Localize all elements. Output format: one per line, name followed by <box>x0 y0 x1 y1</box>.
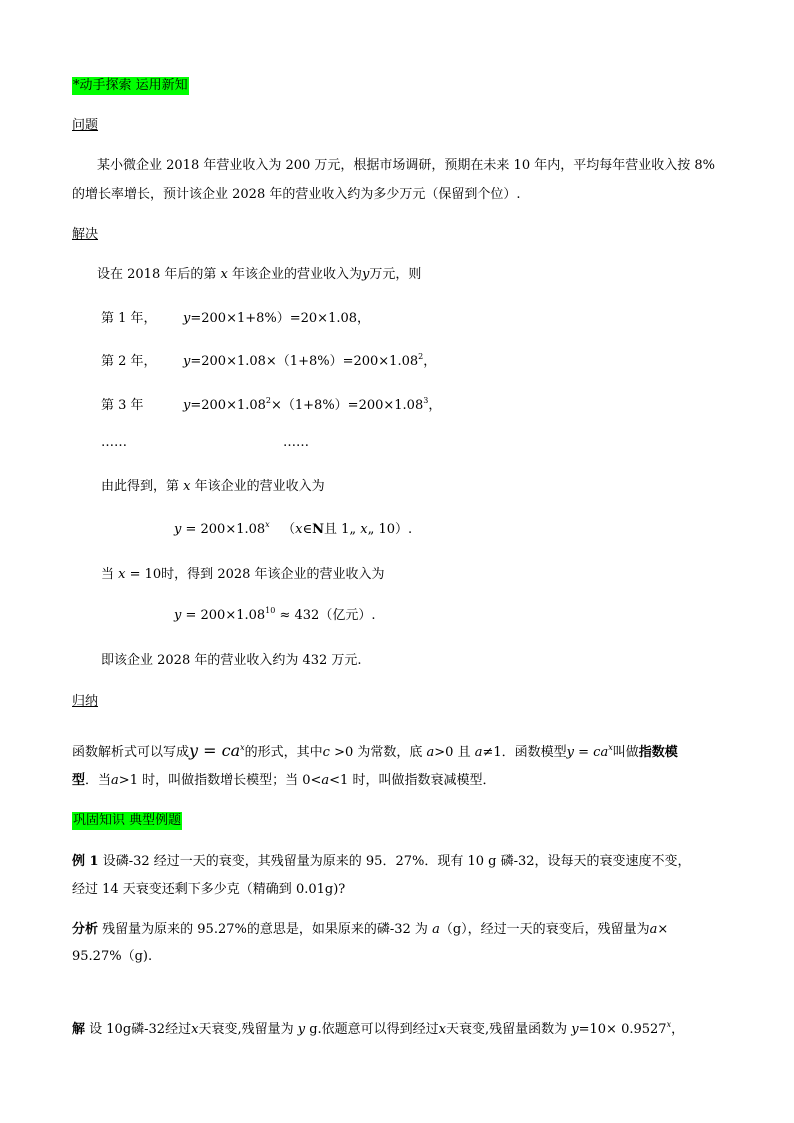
year-2-label: 第 2 年， <box>101 354 157 369</box>
formula-result: $y = 200\times 1.08^{10} \approx 432$（亿元）. <box>174 605 376 623</box>
analysis-line-1: 分析 残留量为原来的 95.27%的意思是，如果原来的磷-32 为 a（g），经过一天的衰变后，残留量为a× <box>72 922 669 937</box>
summary-heading: 归纳 <box>72 694 99 709</box>
ellipsis-left: …… <box>101 435 127 450</box>
section-title-explore: *动手探索 运用新知 <box>73 78 188 93</box>
example-1-line-2: 经过 14 天衰变还剩下多少克（精确到 0.01g)? <box>72 882 346 897</box>
solution-conclusion: 即该企业 2028 年的营业收入约为 432 万元. <box>101 653 362 668</box>
ellipsis-right: …… <box>283 435 309 450</box>
derive-line: 由此得到，第 x 年该企业的营业收入为 <box>101 479 325 494</box>
when-line: 当 x = 10时，得到 2028 年该企业的营业收入为 <box>101 567 385 582</box>
year-3-expression: $y=200\times 1.08^2\times(1+8\%)=200\times 1.08^3$， <box>183 395 442 413</box>
analysis-line-2: 95.27%（g). <box>72 949 153 964</box>
summary-line-2: 型．当a>1 时，叫做指数增长模型；当 0<a<1 时，叫做指数衰减模型． <box>72 773 496 788</box>
solution-heading: 解决 <box>72 227 99 242</box>
answer-line: 解 设 10g磷-32经过x天衰变,残留量为 y g.依题意可以得到经过x天衰变,残留量函数为 $y=10\times 0.9527^x$， <box>72 1019 685 1037</box>
formula-general: $y = 200\times 1.08^x$ （x∈N且 1„ x„ 10）. <box>174 519 413 537</box>
year-1-expression: y=200×1+8%）=20×1.08， <box>183 311 371 326</box>
example-1-line-1: 例 1 设磷-32 经过一天的衰变，其残留量为原来的 95．27%．现有 10 g 磷-32，设每天的衰变速度不变， <box>72 854 691 869</box>
year-2-expression: $y=200\times 1.08\times(1+8\%)=200\times 1.08^2$， <box>183 351 437 369</box>
summary-line-1: 函数解析式可以写成$y = ca^x$的形式，其中c >0 为常数，底 a>0 且 a≠1．函数模型$y = ca^x$叫做指数模 <box>72 741 678 760</box>
problem-heading: 问题 <box>72 118 99 133</box>
problem-line-1: 某小微企业 2018 年营业收入为 200 万元，根据市场调研，预期在未来 10 年内，平均每年营业收入按 8% <box>97 158 715 173</box>
solution-intro: 设在 2018 年后的第 x 年该企业的营业收入为y万元，则 <box>97 267 422 282</box>
problem-line-2: 的增长率增长，预计该企业 2028 年的营业收入约为多少万元（保留到个位）. <box>72 187 521 202</box>
year-1-label: 第 1 年， <box>101 311 157 326</box>
section-title-examples: 巩固知识 典型例题 <box>73 813 182 828</box>
year-3-label: 第 3 年 <box>101 398 144 413</box>
